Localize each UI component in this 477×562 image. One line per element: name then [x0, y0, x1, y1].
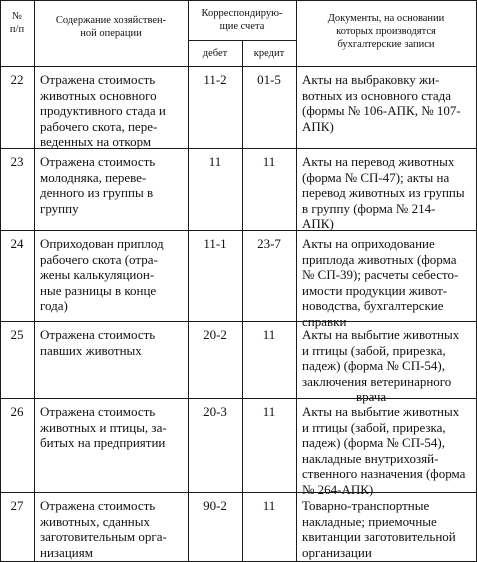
- row-number: 23: [10, 154, 24, 169]
- debit-account: 11-2: [203, 72, 227, 87]
- column-divider: [34, 0, 35, 562]
- subheader-divider: [188, 40, 296, 41]
- debit-account: 11-1: [203, 236, 227, 251]
- operation-text: Отражена стоимость животных основного продуктивного стада и рабочего скота, пере- веденных на откорм: [40, 72, 166, 150]
- operation-text: Отражена стоимость животных и птицы, за- битых на предприятии: [40, 404, 167, 451]
- operation-text: Отражена стоимость животных, сданных заготовительным орга- низациям: [40, 498, 167, 560]
- column-divider: [296, 0, 297, 562]
- debit-account: 90-2: [203, 498, 227, 513]
- table-border-top: [0, 0, 477, 1]
- row-divider: [0, 66, 477, 67]
- documents-text: Товарно-транспортные накладные; приемочные квитанции заготовительной организации: [302, 498, 456, 560]
- header-credit: кредит: [253, 48, 285, 59]
- header-operation: Содержание хозяйствен- ной операции: [55, 15, 167, 39]
- credit-account: 11: [262, 154, 276, 169]
- credit-account: 11: [262, 327, 276, 342]
- credit-account: 23-7: [257, 236, 281, 251]
- debit-account: 20-3: [203, 404, 227, 419]
- row-number: 22: [10, 72, 24, 87]
- credit-account: 01-5: [257, 72, 281, 87]
- header-debit: дебет: [202, 48, 228, 59]
- row-number: 26: [10, 404, 24, 419]
- column-divider: [242, 40, 243, 562]
- credit-account: 11: [262, 404, 276, 419]
- debit-account: 20-2: [203, 327, 227, 342]
- operation-text: Отражена стоимость павших животных: [40, 327, 156, 358]
- documents-text: Акты на выбраковку жи- вотных из основного стада (формы № 106-АПК, № 107- АПК): [302, 72, 461, 134]
- header-documents: Документы, на основании которых производятся бухгалтерские записи: [327, 13, 445, 50]
- documents-text: Акты на оприходование приплода животных (форма № СП-39); расчеты себесто- имости продукции живот- новодства, бухгалтерские справки: [302, 236, 459, 329]
- row-number: 24: [10, 236, 24, 251]
- row-number: 25: [10, 327, 24, 342]
- documents-text: Акты на выбытие животных и птицы (забой, прирезка, падеж) (форма № СП-54), заключения ветеринарного врача: [302, 327, 460, 405]
- row-number: 27: [10, 498, 24, 513]
- documents-text: Акты на перевод животных (форма № СП-47); акты на перевод животных из группы в группу (форма № 214- АПК): [302, 154, 465, 232]
- header-accounts: Корреспондирую- щие счета: [201, 8, 283, 32]
- credit-account: 11: [262, 498, 276, 513]
- operation-text: Отражена стоимость молодняка, переве- денного из группы в группу: [40, 154, 156, 216]
- debit-account: 11: [208, 154, 222, 169]
- header-num: № п/п: [9, 11, 25, 35]
- operation-text: Оприходован приплод рабочего скота (отра- жены калькуляцион- ные разницы в конце года): [40, 236, 164, 314]
- documents-text: Акты на выбытие животных и птицы (забой, прирезка, падеж) (форма № СП-54), накладные внутрихозяй- ственного назначения (форма № 264-АПК): [302, 404, 466, 497]
